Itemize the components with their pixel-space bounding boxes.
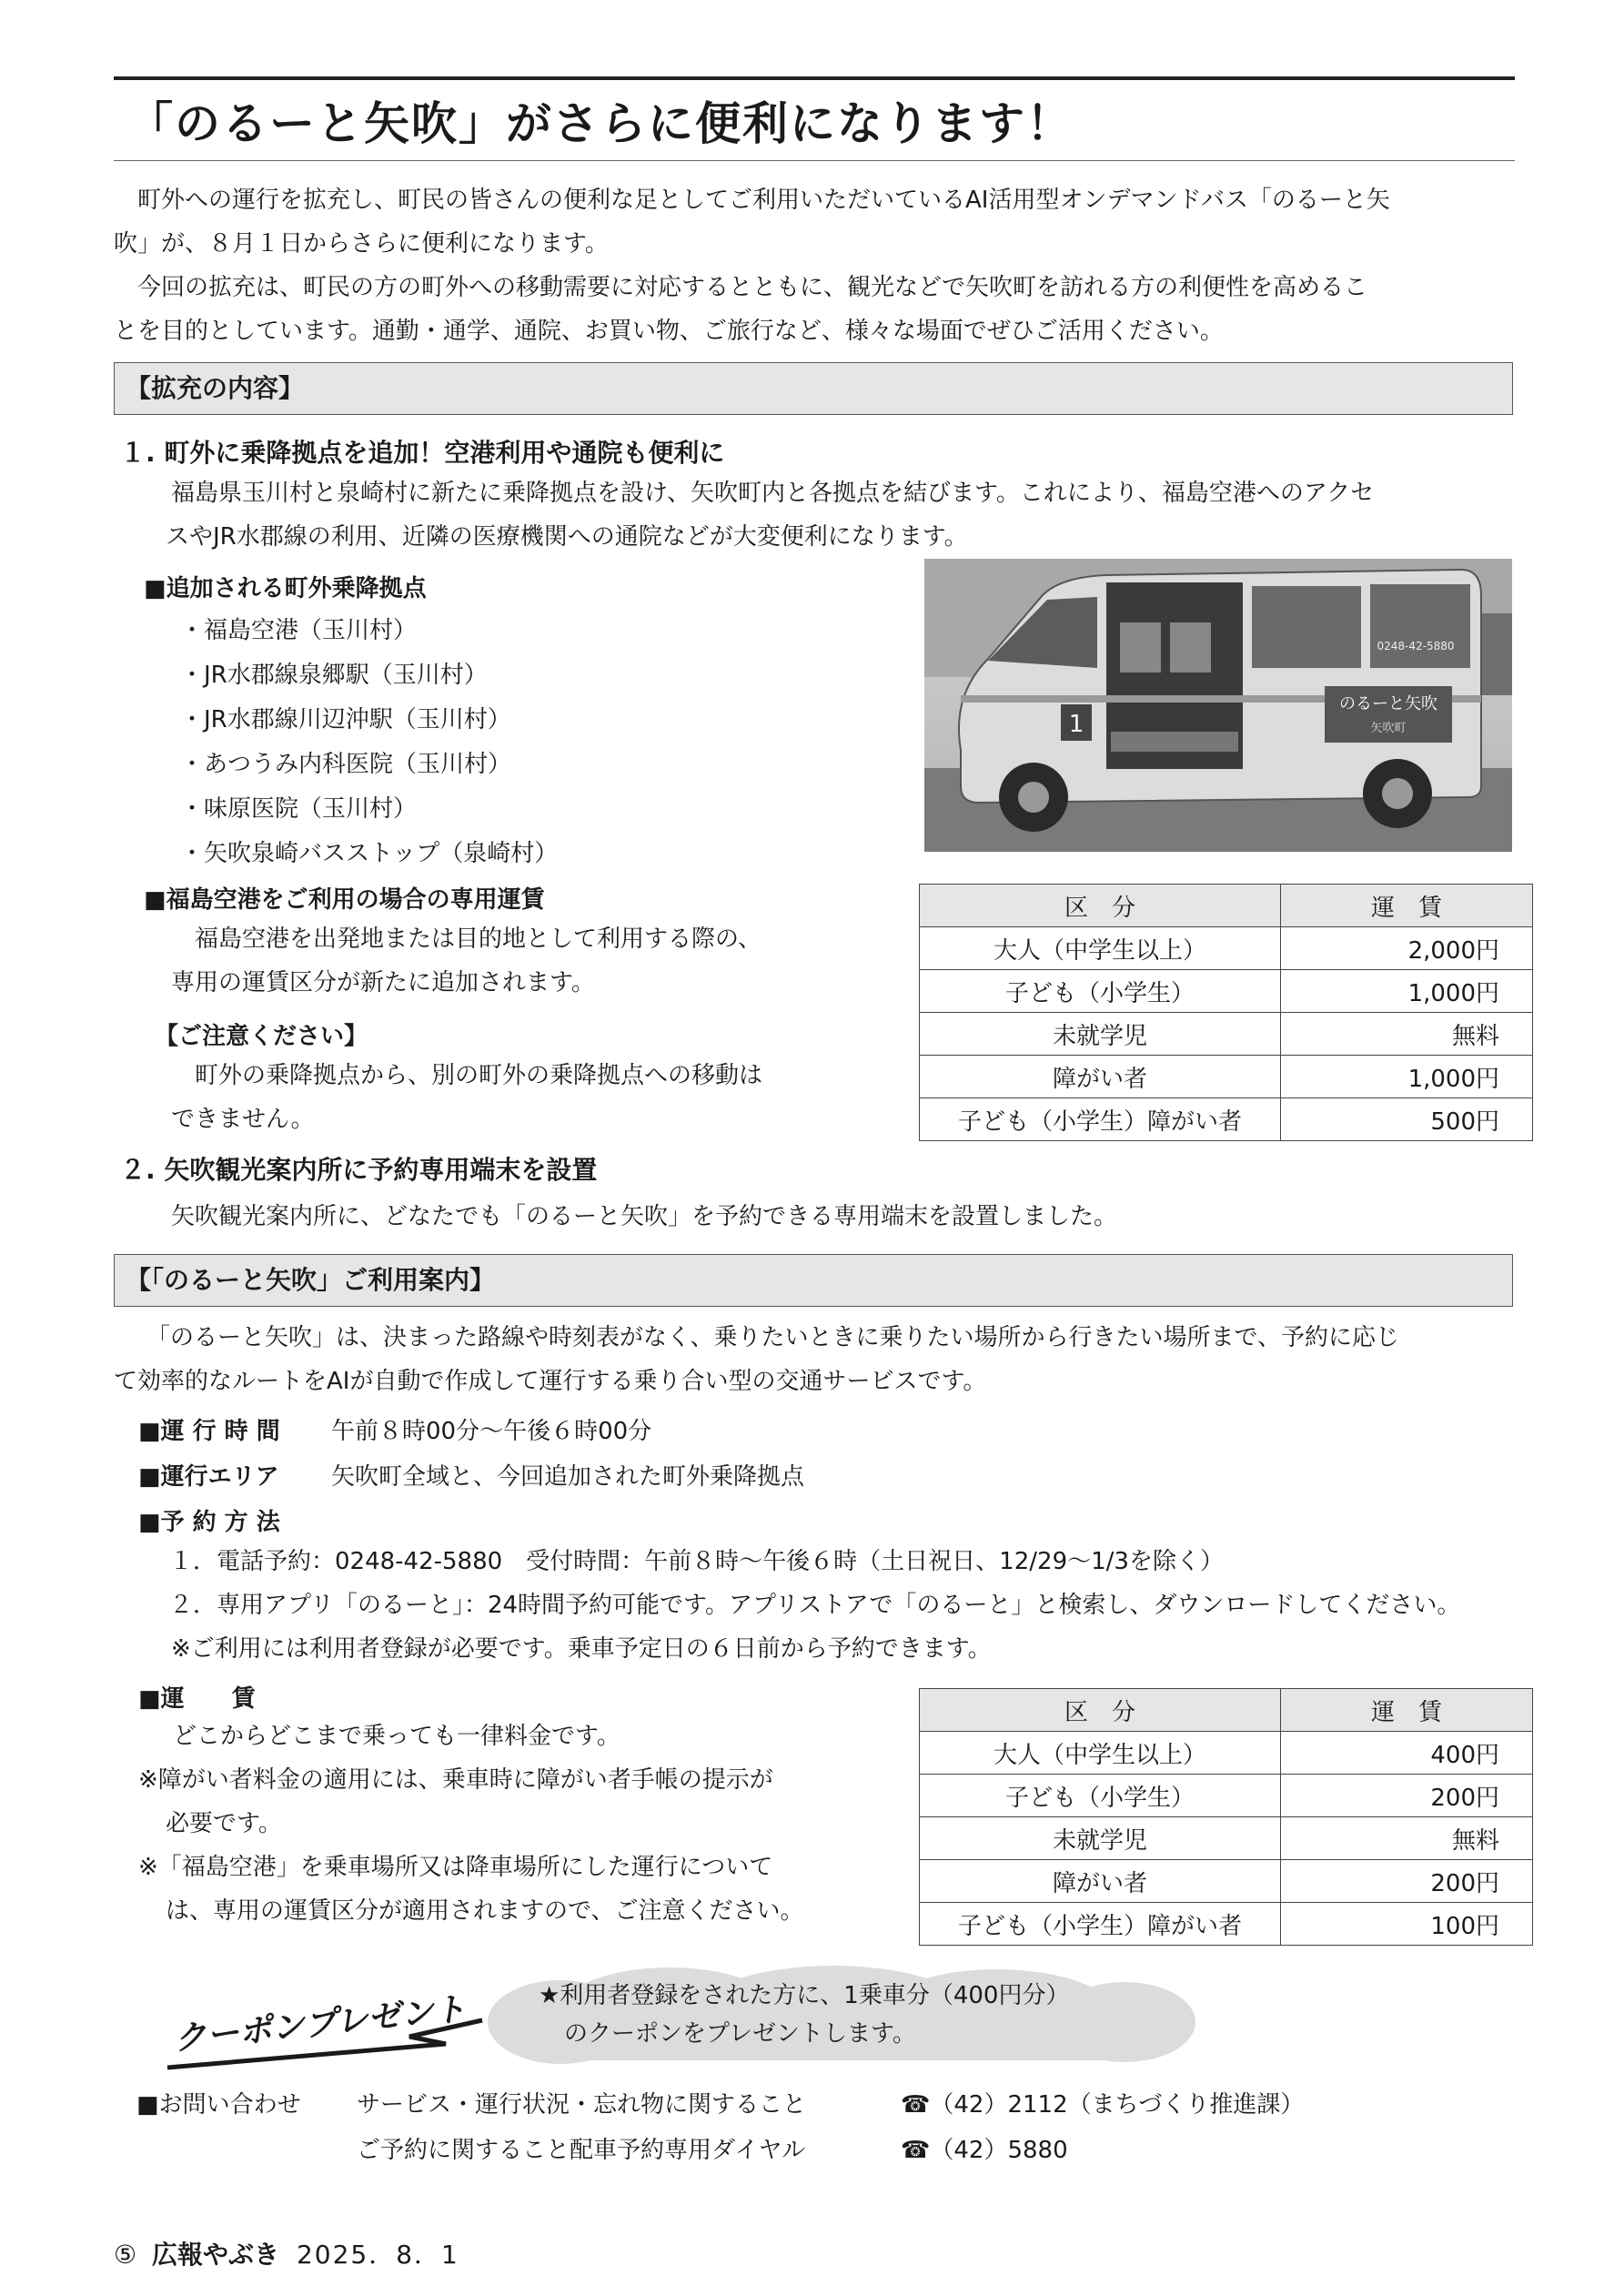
fare-note-line: ※障がい者料金の適用には、乗車時に障がい者手帳の提示が bbox=[138, 1766, 773, 1794]
intro-line: 今回の拡充は、町民の方の町外への移動需要に対応するとともに、観光などで矢吹町を訪れる方の利便性を高めるこ bbox=[114, 274, 1368, 301]
reserve-list bbox=[169, 1540, 1460, 1671]
reserve-item-app: ２．専用アプリ「のるーと」：24時間予約可能です。アプリストアで「のるーと」と検索し、ダウンロードしてください。 bbox=[169, 1592, 1461, 1619]
item1-body bbox=[166, 471, 1375, 559]
item2-body: 矢吹観光案内所に、どなたでも「のるーと矢吹」を予約できる専用端末を設置しました。 bbox=[171, 1203, 1118, 1230]
title-under-rule bbox=[114, 160, 1515, 161]
fare-category: 子ども（小学生） bbox=[920, 970, 1281, 1013]
caution-line: できません。 bbox=[171, 1106, 315, 1133]
stop-item: ・味原医院（玉川村） bbox=[180, 795, 418, 823]
airport-fare-body bbox=[171, 917, 762, 1005]
area-label: ■運行エリア bbox=[138, 1463, 279, 1491]
table-row bbox=[920, 927, 1533, 970]
contact-line2-phone: ☎（42）5880 bbox=[901, 2137, 1068, 2164]
fare-category: 子ども（小学生）障がい者 bbox=[920, 1903, 1281, 1946]
hours-label: ■運 行 時 間 bbox=[138, 1418, 280, 1445]
fare-note-line: は、専用の運賃区分が適用されますので、ご注意ください。 bbox=[166, 1897, 804, 1925]
fare-note-line: 必要です。 bbox=[166, 1810, 282, 1837]
fare-notes bbox=[138, 1714, 803, 1933]
stop-item: ・矢吹泉崎バスストップ（泉崎村） bbox=[180, 840, 559, 867]
table-row bbox=[920, 1056, 1533, 1098]
area-row bbox=[138, 1458, 804, 1492]
stops-list bbox=[180, 612, 558, 879]
stop-item: ・JR水郡線川辺沖駅（玉川村） bbox=[180, 706, 511, 733]
fare-category: 大人（中学生以上） bbox=[920, 1732, 1281, 1775]
airport-fare-line: 福島空港を出発地または目的地として利用する際の、 bbox=[195, 925, 762, 953]
coupon-line2: のクーポンをプレゼントします。 bbox=[564, 2020, 916, 2048]
fare-amount: 500円 bbox=[1281, 1098, 1533, 1141]
table-row bbox=[920, 1013, 1533, 1056]
stop-item: ・福島空港（玉川村） bbox=[180, 617, 418, 644]
table-header-row bbox=[920, 885, 1533, 927]
reserve-item-phone: １．電話予約：0248-42-5880 受付時間：午前８時～午後６時（土日祝日、12/29～1/3を除く） bbox=[169, 1548, 1224, 1575]
airport-fare-line: 専用の運賃区分が新たに追加されます。 bbox=[171, 969, 595, 996]
airport-fare-table bbox=[919, 884, 1533, 1141]
fare-amount: 1,000円 bbox=[1281, 970, 1533, 1013]
table-header-fare: 運 賃 bbox=[1281, 1689, 1533, 1732]
fare-amount: 無料 bbox=[1281, 1817, 1533, 1860]
stop-item: ・あつうみ内科医院（玉川村） bbox=[180, 751, 512, 778]
table-header-category: 区 分 bbox=[920, 885, 1281, 927]
fare-amount: 無料 bbox=[1281, 1013, 1533, 1056]
table-row bbox=[920, 1098, 1533, 1141]
item2-heading: ２. 矢吹観光案内所に予約専用端末を設置 bbox=[120, 1155, 598, 1185]
caution-line: 町外の乗降拠点から、別の町外の乗降拠点への移動は bbox=[195, 1062, 763, 1089]
title-top-rule bbox=[114, 76, 1515, 80]
intro-text bbox=[114, 178, 1390, 353]
table-header-category: 区 分 bbox=[920, 1689, 1281, 1732]
coupon-line1: ★利用者登録をされた方に、1乗車分（400円分） bbox=[539, 1982, 1070, 2009]
intro-line: 町外への運行を拡充し、町民の皆さんの便利な足としてご利用いただいているAI活用型オンデマンドバス「のるーと矢 bbox=[114, 187, 1390, 214]
section-header-expansion: 【拡充の内容】 bbox=[114, 362, 1513, 415]
guide-intro-line: 「のるーと矢吹」は、決まった路線や時刻表がなく、乗りたいときに乗りたい場所から行きたい場所まで、予約に応じ bbox=[146, 1324, 1399, 1351]
airport-fare-heading: ■福島空港をご利用の場合の専用運賃 bbox=[144, 886, 545, 914]
intro-line: 吹」が、８月１日からさらに便利になります。 bbox=[114, 230, 609, 258]
table-row bbox=[920, 1775, 1533, 1817]
coupon-message bbox=[488, 1966, 1197, 2066]
contact-line1-text: サービス・運行状況・忘れ物に関すること bbox=[357, 2091, 807, 2119]
guide-intro bbox=[114, 1316, 1399, 1403]
contact-label: ■お問い合わせ bbox=[136, 2091, 301, 2119]
fare-amount: 400円 bbox=[1281, 1732, 1533, 1775]
table-row bbox=[920, 1860, 1533, 1903]
item1-heading: １. 町外に乗降拠点を追加！空港利用や通院も便利に bbox=[120, 438, 725, 468]
fare-note-line: ※「福島空港」を乗車場所又は降車場所にした運行について bbox=[138, 1854, 773, 1881]
fare-category: 子ども（小学生） bbox=[920, 1775, 1281, 1817]
stops-heading: ■追加される町外乗降拠点 bbox=[144, 575, 427, 602]
item1-body-line: 福島県玉川村と泉崎村に新たに乗降拠点を設け、矢吹町内と各拠点を結びます。これにより、福島空港へのアクセ bbox=[171, 480, 1375, 507]
publication-date: 2025．8．1 bbox=[296, 2240, 459, 2270]
fare-amount: 1,000円 bbox=[1281, 1056, 1533, 1098]
table-row bbox=[920, 970, 1533, 1013]
intro-line: とを目的としています。通勤・通学、通院、お買い物、ご旅行など、様々な場面でぜひご活用ください。 bbox=[114, 318, 1224, 345]
fare-amount: 200円 bbox=[1281, 1860, 1533, 1903]
bus-photo bbox=[924, 559, 1512, 852]
table-row bbox=[920, 1903, 1533, 1946]
fare-label: ■運 賃 bbox=[138, 1685, 256, 1713]
contact-line2-text: ご予約に関すること配車予約専用ダイヤル bbox=[357, 2137, 806, 2164]
fare-category: 未就学児 bbox=[920, 1013, 1281, 1056]
bus-window-phone: 0248-42-5880 bbox=[1377, 640, 1455, 652]
fare-amount: 100円 bbox=[1281, 1903, 1533, 1946]
hours-row bbox=[138, 1412, 651, 1446]
contact-line1-phone: ☎（42）2112（まちづくり推進課） bbox=[901, 2091, 1305, 2119]
publication-name: 広報やぶき bbox=[152, 2240, 280, 2270]
coupon-badge-text: クーポンプレゼント bbox=[172, 1990, 469, 2058]
caution-heading: 【ご注意ください】 bbox=[155, 1023, 368, 1050]
table-header-row bbox=[920, 1689, 1533, 1732]
stop-item: ・JR水郡線泉郷駅（玉川村） bbox=[180, 662, 488, 689]
table-row bbox=[920, 1817, 1533, 1860]
standard-fare-table bbox=[919, 1688, 1533, 1946]
reserve-note: ※ご利用には利用者登録が必要です。乗車予定日の６日前から予約できます。 bbox=[171, 1635, 992, 1663]
area-value: 矢吹町全域と、今回追加された町外乗降拠点 bbox=[331, 1463, 805, 1491]
caution-body bbox=[171, 1054, 762, 1141]
table-header-fare: 運 賃 bbox=[1281, 885, 1533, 927]
fare-note-line: どこからどこまで乗っても一律料金です。 bbox=[173, 1723, 620, 1750]
fare-category: 子ども（小学生）障がい者 bbox=[920, 1098, 1281, 1141]
page-title: 「のるーと矢吹」がさらに便利になります！ bbox=[127, 97, 1074, 150]
bus-logo-sub: 矢吹町 bbox=[1370, 722, 1407, 735]
fare-amount: 2,000円 bbox=[1281, 927, 1533, 970]
section-header-guide: 【「のるーと矢吹」ご利用案内】 bbox=[114, 1254, 1513, 1307]
hours-value: 午前８時00分～午後６時00分 bbox=[331, 1418, 652, 1445]
reserve-label: ■予 約 方 法 bbox=[138, 1509, 280, 1536]
fare-category: 障がい者 bbox=[920, 1056, 1281, 1098]
bus-number: 1 bbox=[1068, 711, 1084, 738]
page-footer bbox=[114, 2235, 459, 2271]
coupon-badge bbox=[164, 1973, 491, 2082]
bus-illustration bbox=[924, 559, 1512, 852]
page-number: ⑤ bbox=[114, 2240, 137, 2270]
fare-category: 未就学児 bbox=[920, 1817, 1281, 1860]
bus-logo-text: のるーと矢吹 bbox=[1339, 694, 1437, 713]
fare-category: 大人（中学生以上） bbox=[920, 927, 1281, 970]
guide-intro-line: て効率的なルートをAIが自動で作成して運行する乗り合い型の交通サービスです。 bbox=[114, 1368, 987, 1395]
item1-body-line: スやJR水郡線の利用、近隣の医療機関への通院などが大変便利になります。 bbox=[166, 523, 968, 551]
table-row bbox=[920, 1732, 1533, 1775]
fare-amount: 200円 bbox=[1281, 1775, 1533, 1817]
fare-category: 障がい者 bbox=[920, 1860, 1281, 1903]
